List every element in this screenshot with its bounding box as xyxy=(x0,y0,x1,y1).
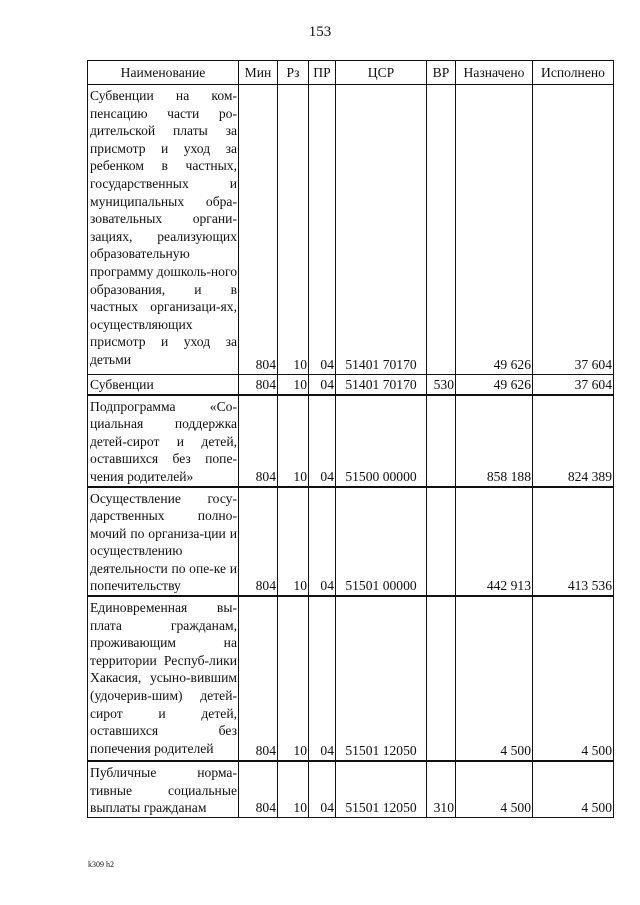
row-assigned: 49 626 xyxy=(456,85,533,375)
row-rz: 10 xyxy=(278,375,309,395)
header-vr: ВР xyxy=(427,61,456,85)
row-rz: 10 xyxy=(278,487,309,597)
footer-code: k309 h2 xyxy=(88,860,114,869)
header-row xyxy=(88,61,614,85)
row-csr: 51501 12050 xyxy=(336,761,427,817)
row-min: 804 xyxy=(239,395,278,487)
row-name: Осуществление госу-дарственных полно-мочий по организа-ции и осуществлению деятельности по опе-ке и попечительству xyxy=(88,487,239,597)
row-pr: 04 xyxy=(309,761,336,817)
budget-table xyxy=(87,60,614,818)
row-name: Субвенции xyxy=(88,375,239,395)
header-rz: Рз xyxy=(278,61,309,85)
row-rz: 10 xyxy=(278,85,309,375)
row-assigned: 442 913 xyxy=(456,487,533,597)
row-assigned: 858 188 xyxy=(456,395,533,487)
row-executed: 824 389 xyxy=(533,395,614,487)
header-name: Наименование xyxy=(88,61,239,85)
row-executed: 413 536 xyxy=(533,487,614,597)
row-min: 804 xyxy=(239,761,278,817)
row-csr: 51401 70170 xyxy=(336,85,427,375)
row-min: 804 xyxy=(239,596,278,761)
row-executed: 37 604 xyxy=(533,85,614,375)
table-row xyxy=(88,487,614,597)
row-name: Единовременная вы-плата гражданам, проживающим на территории Респуб-лики Хакасия, усыно-вившим (удочерив-шим) детей-сирот и детей, оставшихся без попечения родителей xyxy=(88,596,239,761)
row-min: 804 xyxy=(239,85,278,375)
row-executed: 4 500 xyxy=(533,596,614,761)
header-executed: Исполнено xyxy=(533,61,614,85)
table-row xyxy=(88,761,614,817)
header-csr: ЦСР xyxy=(336,61,427,85)
row-pr: 04 xyxy=(309,395,336,487)
row-vr xyxy=(427,395,456,487)
row-executed: 4 500 xyxy=(533,761,614,817)
row-assigned: 4 500 xyxy=(456,761,533,817)
header-min: Мин xyxy=(239,61,278,85)
row-csr: 51401 70170 xyxy=(336,375,427,395)
row-name: Публичные норма-тивные социальные выплаты гражданам xyxy=(88,761,239,817)
row-rz: 10 xyxy=(278,395,309,487)
row-csr: 51501 12050 xyxy=(336,596,427,761)
header-assigned: Назначено xyxy=(456,61,533,85)
row-rz: 10 xyxy=(278,596,309,761)
row-assigned: 4 500 xyxy=(456,596,533,761)
row-vr xyxy=(427,85,456,375)
page-number: 153 xyxy=(308,24,332,40)
row-rz: 10 xyxy=(278,761,309,817)
row-min: 804 xyxy=(239,487,278,597)
row-assigned: 49 626 xyxy=(456,375,533,395)
row-min: 804 xyxy=(239,375,278,395)
row-name: Субвенции на ком-пенсацию части ро-дительской платы за присмотр и уход за ребенком в частных, государственных и муниципальных обра-зовательных органи-зациях, реализующих образовательную программу дошколь-ного образования, и в частных организаци-ях, осуществляющих присмотр и уход за детьми xyxy=(88,85,239,375)
table-row xyxy=(88,375,614,395)
row-pr: 04 xyxy=(309,596,336,761)
row-csr: 51500 00000 xyxy=(336,395,427,487)
row-vr: 530 xyxy=(427,375,456,395)
row-pr: 04 xyxy=(309,375,336,395)
row-pr: 04 xyxy=(309,85,336,375)
row-pr: 04 xyxy=(309,487,336,597)
table-row xyxy=(88,395,614,487)
row-vr: 310 xyxy=(427,761,456,817)
row-vr xyxy=(427,487,456,597)
table-row xyxy=(88,596,614,761)
row-csr: 51501 00000 xyxy=(336,487,427,597)
row-vr xyxy=(427,596,456,761)
header-pr: ПР xyxy=(309,61,336,85)
row-executed: 37 604 xyxy=(533,375,614,395)
table-row xyxy=(88,85,614,375)
row-name: Подпрограмма «Со-циальная поддержка детей-сирот и детей, оставшихся без попе-чения родителей» xyxy=(88,395,239,487)
